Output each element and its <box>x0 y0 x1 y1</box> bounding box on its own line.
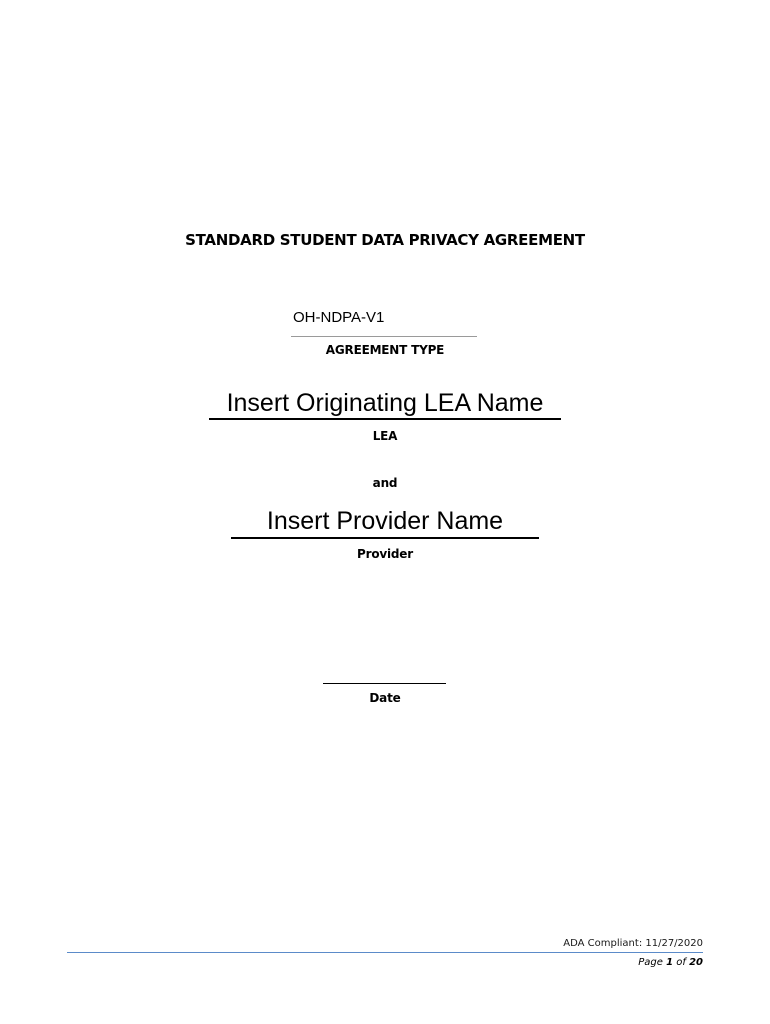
lea-label: LEA <box>372 429 398 443</box>
document-title: STANDARD STUDENT DATA PRIVACY AGREEMENT <box>185 231 585 249</box>
provider-underline <box>231 537 539 539</box>
page-of: of <box>676 957 686 968</box>
lea-underline <box>209 418 561 420</box>
provider-name-field: Insert Provider Name <box>266 507 504 535</box>
page-current: 1 <box>666 957 674 968</box>
page-total: 20 <box>689 957 703 968</box>
and-text: and <box>372 476 398 490</box>
date-label: Date <box>369 691 401 705</box>
ada-compliance-note: ADA Compliant: 11/27/2020 <box>563 938 703 949</box>
agreement-type-underline <box>291 336 477 337</box>
provider-label: Provider <box>357 547 413 561</box>
lea-name-field: Insert Originating LEA Name <box>226 389 544 417</box>
page-indicator <box>638 957 703 968</box>
footer-divider <box>67 952 703 953</box>
date-underline <box>323 683 446 684</box>
page-prefix: Page <box>638 957 663 968</box>
agreement-type-label: AGREEMENT TYPE <box>325 343 445 357</box>
agreement-type-value: OH-NDPA-V1 <box>293 309 385 326</box>
